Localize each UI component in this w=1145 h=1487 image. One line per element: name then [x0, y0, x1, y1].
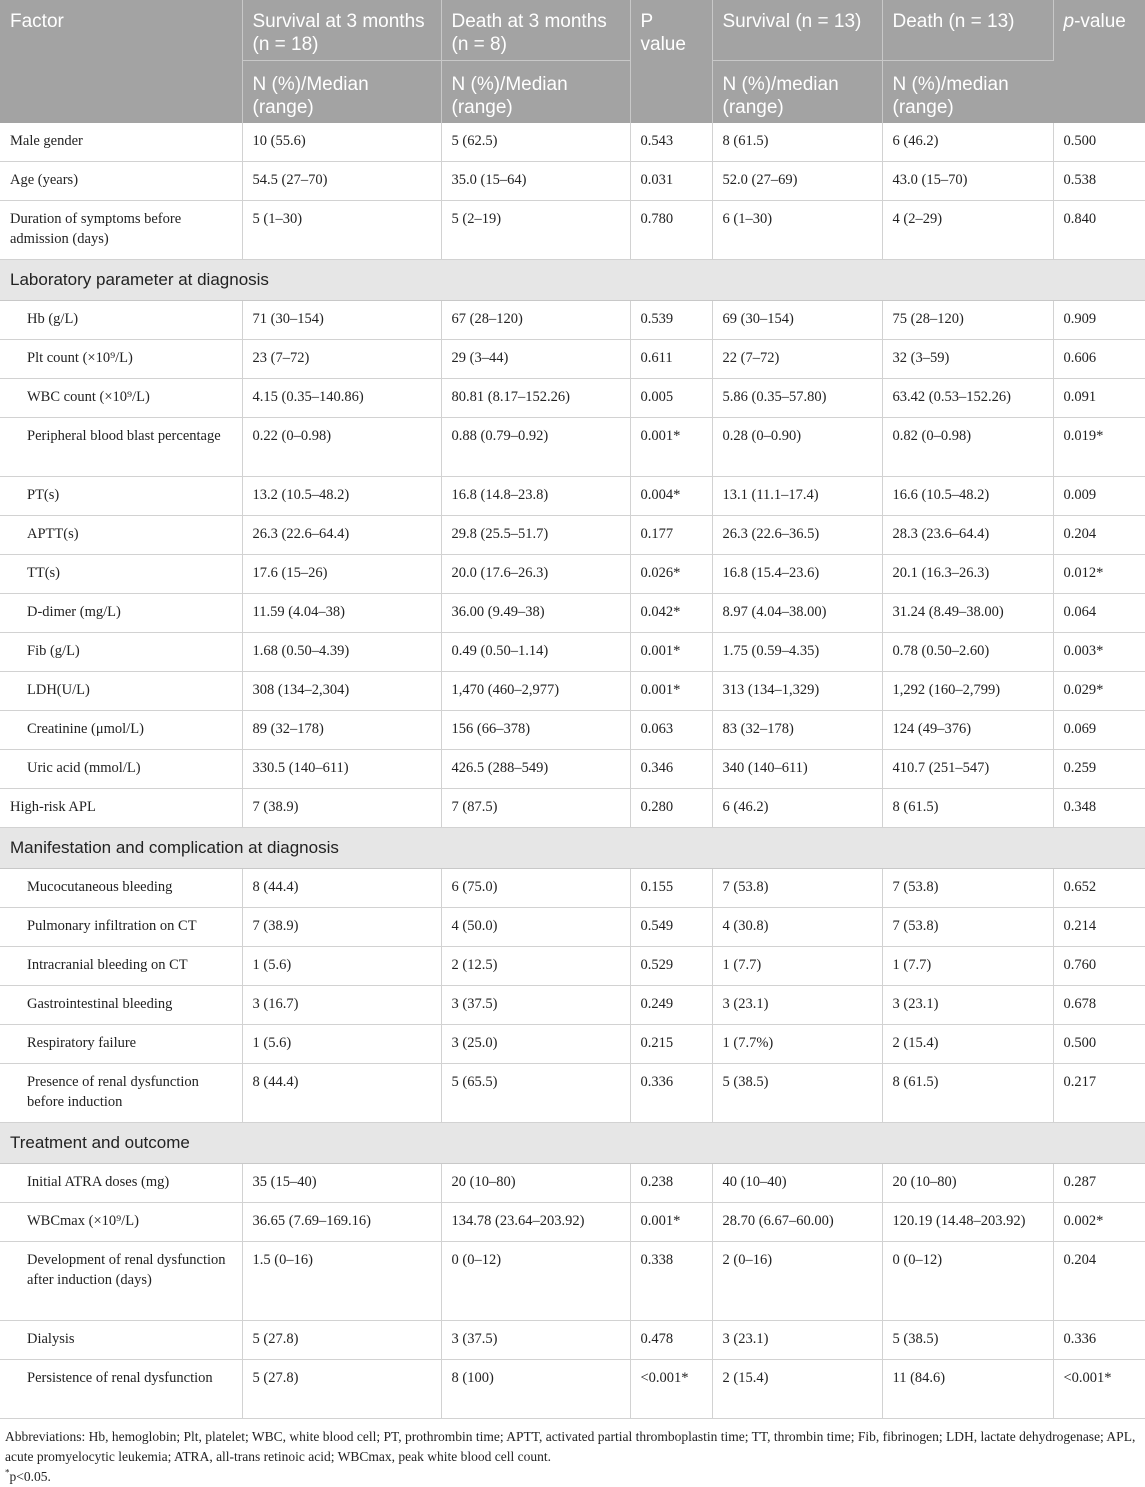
cell-survival: 22 (7–72) — [712, 340, 882, 379]
cell-factor: Presence of renal dysfunction before induction — [0, 1064, 242, 1123]
cell-p-value-2: 0.500 — [1053, 123, 1145, 162]
cell-death-3m: 156 (66–378) — [441, 711, 630, 750]
cell-death-3m: 29 (3–44) — [441, 340, 630, 379]
cell-p-value-2: 0.204 — [1053, 516, 1145, 555]
significance-note: *p<0.05. — [5, 1467, 51, 1484]
cell-death-3m: 8 (100) — [441, 1360, 630, 1419]
cell-death-3m: 0.49 (0.50–1.14) — [441, 633, 630, 672]
cell-survival: 69 (30–154) — [712, 301, 882, 340]
subheader-survival: N (%)/median (range) — [712, 61, 882, 124]
cell-death: 4 (2–29) — [882, 201, 1053, 260]
cell-death: 31.24 (8.49–38.00) — [882, 594, 1053, 633]
table-row — [0, 986, 1145, 1025]
table-row — [0, 869, 1145, 908]
cell-factor: APTT(s) — [0, 516, 242, 555]
cell-death-3m: 20.0 (17.6–26.3) — [441, 555, 630, 594]
cell-factor: LDH(U/L) — [0, 672, 242, 711]
cell-survival: 5 (38.5) — [712, 1064, 882, 1123]
table-footnote — [0, 1419, 1145, 1487]
cell-death: 43.0 (15–70) — [882, 162, 1053, 201]
cell-factor: Initial ATRA doses (mg) — [0, 1164, 242, 1203]
cell-survival-3m: 7 (38.9) — [242, 908, 441, 947]
cell-p-value-1: 0.001* — [630, 418, 712, 477]
section-header-row — [0, 260, 1145, 301]
header-p-value-2: p-value — [1053, 0, 1145, 123]
cell-survival: 313 (134–1,329) — [712, 672, 882, 711]
cell-p-value-2: 0.069 — [1053, 711, 1145, 750]
cell-survival-3m: 5 (1–30) — [242, 201, 441, 260]
cell-death-3m: 5 (2–19) — [441, 201, 630, 260]
cell-survival: 8.97 (4.04–38.00) — [712, 594, 882, 633]
section-header-row — [0, 1123, 1145, 1164]
cell-p-value-1: 0.549 — [630, 908, 712, 947]
cell-death-3m: 35.0 (15–64) — [441, 162, 630, 201]
table-row — [0, 1203, 1145, 1242]
cell-survival: 8 (61.5) — [712, 123, 882, 162]
cell-p-value-2: 0.204 — [1053, 1242, 1145, 1321]
cell-p-value-1: 0.155 — [630, 869, 712, 908]
cell-survival-3m: 89 (32–178) — [242, 711, 441, 750]
cell-factor: Fib (g/L) — [0, 633, 242, 672]
cell-death: 1,292 (160–2,799) — [882, 672, 1053, 711]
cell-survival-3m: 1 (5.6) — [242, 947, 441, 986]
cell-death: 20 (10–80) — [882, 1164, 1053, 1203]
cell-p-value-1: 0.001* — [630, 1203, 712, 1242]
cell-p-value-1: 0.529 — [630, 947, 712, 986]
cell-p-value-1: 0.346 — [630, 750, 712, 789]
cell-factor: Dialysis — [0, 1321, 242, 1360]
cell-factor: Duration of symptoms before admission (days) — [0, 201, 242, 260]
cell-p-value-1: 0.478 — [630, 1321, 712, 1360]
cell-p-value-1: 0.611 — [630, 340, 712, 379]
cell-p-value-2: 0.019* — [1053, 418, 1145, 477]
cell-survival-3m: 23 (7–72) — [242, 340, 441, 379]
cell-survival: 6 (46.2) — [712, 789, 882, 828]
cell-factor: Development of renal dysfunction after induction (days) — [0, 1242, 242, 1321]
cell-survival: 5.86 (0.35–57.80) — [712, 379, 882, 418]
cell-factor: Uric acid (mmol/L) — [0, 750, 242, 789]
cell-survival: 0.28 (0–0.90) — [712, 418, 882, 477]
header-survival-3m: Survival at 3 months (n = 18) — [242, 0, 441, 61]
cell-p-value-1: 0.280 — [630, 789, 712, 828]
cell-p-value-2: 0.003* — [1053, 633, 1145, 672]
cell-survival-3m: 35 (15–40) — [242, 1164, 441, 1203]
cell-p-value-1: 0.031 — [630, 162, 712, 201]
cell-factor: PT(s) — [0, 477, 242, 516]
cell-p-value-2: 0.678 — [1053, 986, 1145, 1025]
cell-factor: Persistence of renal dysfunction — [0, 1360, 242, 1419]
header-row — [0, 0, 1145, 61]
cell-survival: 1 (7.7) — [712, 947, 882, 986]
cell-p-value-2: <0.001* — [1053, 1360, 1145, 1419]
table-row — [0, 1360, 1145, 1419]
table-row — [0, 1064, 1145, 1123]
cell-factor: WBCmax (×10⁹/L) — [0, 1203, 242, 1242]
header-p-value-1: P value — [630, 0, 712, 123]
cell-death-3m: 3 (25.0) — [441, 1025, 630, 1064]
table-row — [0, 162, 1145, 201]
subheader-death-3m: N (%)/Median (range) — [441, 61, 630, 124]
cell-survival-3m: 1 (5.6) — [242, 1025, 441, 1064]
cell-death: 16.6 (10.5–48.2) — [882, 477, 1053, 516]
cell-death-3m: 1,470 (460–2,977) — [441, 672, 630, 711]
cell-survival: 340 (140–611) — [712, 750, 882, 789]
cell-factor: D-dimer (mg/L) — [0, 594, 242, 633]
cell-factor: Pulmonary infiltration on CT — [0, 908, 242, 947]
header-death-3m: Death at 3 months (n = 8) — [441, 0, 630, 61]
cell-death: 410.7 (251–547) — [882, 750, 1053, 789]
cell-p-value-2: 0.259 — [1053, 750, 1145, 789]
cell-death-3m: 7 (87.5) — [441, 789, 630, 828]
section-title: Laboratory parameter at diagnosis — [0, 260, 1145, 301]
subheader-survival-3m: N (%)/Median (range) — [242, 61, 441, 124]
cell-death: 120.19 (14.48–203.92) — [882, 1203, 1053, 1242]
cell-p-value-2: 0.348 — [1053, 789, 1145, 828]
cell-death-3m: 5 (62.5) — [441, 123, 630, 162]
table-row — [0, 789, 1145, 828]
cell-survival-3m: 5 (27.8) — [242, 1360, 441, 1419]
cell-p-value-1: 0.338 — [630, 1242, 712, 1321]
cell-p-value-2: 0.012* — [1053, 555, 1145, 594]
cell-p-value-1: 0.543 — [630, 123, 712, 162]
cell-factor: Respiratory failure — [0, 1025, 242, 1064]
cell-death: 7 (53.8) — [882, 869, 1053, 908]
cell-p-value-1: 0.215 — [630, 1025, 712, 1064]
cell-death: 6 (46.2) — [882, 123, 1053, 162]
cell-survival-3m: 8 (44.4) — [242, 1064, 441, 1123]
cell-death: 3 (23.1) — [882, 986, 1053, 1025]
cell-death-3m: 3 (37.5) — [441, 986, 630, 1025]
cell-survival: 7 (53.8) — [712, 869, 882, 908]
cell-survival: 3 (23.1) — [712, 986, 882, 1025]
cell-death: 0 (0–12) — [882, 1242, 1053, 1321]
cell-p-value-2: 0.500 — [1053, 1025, 1145, 1064]
cell-death: 2 (15.4) — [882, 1025, 1053, 1064]
table-row — [0, 947, 1145, 986]
cell-p-value-2: 0.217 — [1053, 1064, 1145, 1123]
cell-factor: Creatinine (μmol/L) — [0, 711, 242, 750]
table-row — [0, 1242, 1145, 1321]
cell-p-value-2: 0.009 — [1053, 477, 1145, 516]
table-body — [0, 123, 1145, 1419]
cell-death-3m: 4 (50.0) — [441, 908, 630, 947]
cell-p-value-1: 0.042* — [630, 594, 712, 633]
cell-survival: 2 (0–16) — [712, 1242, 882, 1321]
cell-death: 0.82 (0–0.98) — [882, 418, 1053, 477]
table-row — [0, 1025, 1145, 1064]
cell-p-value-2: 0.091 — [1053, 379, 1145, 418]
cell-death-3m: 5 (65.5) — [441, 1064, 630, 1123]
cell-factor: Age (years) — [0, 162, 242, 201]
cell-death: 32 (3–59) — [882, 340, 1053, 379]
cell-survival: 52.0 (27–69) — [712, 162, 882, 201]
table-row — [0, 594, 1145, 633]
cell-factor: TT(s) — [0, 555, 242, 594]
cell-death: 20.1 (16.3–26.3) — [882, 555, 1053, 594]
cell-survival-3m: 330.5 (140–611) — [242, 750, 441, 789]
cell-survival-3m: 1.68 (0.50–4.39) — [242, 633, 441, 672]
cell-death: 5 (38.5) — [882, 1321, 1053, 1360]
cell-survival-3m: 4.15 (0.35–140.86) — [242, 379, 441, 418]
cell-death-3m: 29.8 (25.5–51.7) — [441, 516, 630, 555]
cell-survival: 28.70 (6.67–60.00) — [712, 1203, 882, 1242]
cell-factor: Peripheral blood blast percentage — [0, 418, 242, 477]
table-row — [0, 672, 1145, 711]
table-row — [0, 340, 1145, 379]
cell-p-value-1: 0.063 — [630, 711, 712, 750]
cell-death-3m: 0.88 (0.79–0.92) — [441, 418, 630, 477]
section-header-row — [0, 828, 1145, 869]
section-title: Manifestation and complication at diagnosis — [0, 828, 1145, 869]
cell-death: 8 (61.5) — [882, 1064, 1053, 1123]
cell-p-value-2: 0.652 — [1053, 869, 1145, 908]
table-row — [0, 418, 1145, 477]
cell-p-value-2: 0.760 — [1053, 947, 1145, 986]
cell-p-value-1: 0.004* — [630, 477, 712, 516]
cell-death-3m: 426.5 (288–549) — [441, 750, 630, 789]
cell-survival: 2 (15.4) — [712, 1360, 882, 1419]
cell-p-value-2: 0.840 — [1053, 201, 1145, 260]
cell-p-value-1: 0.249 — [630, 986, 712, 1025]
cell-survival-3m: 10 (55.6) — [242, 123, 441, 162]
cell-p-value-1: 0.539 — [630, 301, 712, 340]
cell-p-value-2: 0.214 — [1053, 908, 1145, 947]
cell-death: 1 (7.7) — [882, 947, 1053, 986]
table-row — [0, 123, 1145, 162]
cell-death-3m: 0 (0–12) — [441, 1242, 630, 1321]
cell-survival: 26.3 (22.6–36.5) — [712, 516, 882, 555]
cell-death-3m: 36.00 (9.49–38) — [441, 594, 630, 633]
cell-survival: 1 (7.7%) — [712, 1025, 882, 1064]
cell-death-3m: 20 (10–80) — [441, 1164, 630, 1203]
cell-p-value-1: 0.780 — [630, 201, 712, 260]
cell-factor: WBC count (×10⁹/L) — [0, 379, 242, 418]
table-row — [0, 477, 1145, 516]
header-factor: Factor — [0, 0, 242, 123]
cell-survival-3m: 1.5 (0–16) — [242, 1242, 441, 1321]
cell-death-3m: 134.78 (23.64–203.92) — [441, 1203, 630, 1242]
table-row — [0, 711, 1145, 750]
table-row — [0, 1321, 1145, 1360]
cell-survival-3m: 36.65 (7.69–169.16) — [242, 1203, 441, 1242]
table-row — [0, 555, 1145, 594]
cell-death-3m: 16.8 (14.8–23.8) — [441, 477, 630, 516]
cell-survival-3m: 3 (16.7) — [242, 986, 441, 1025]
table-row — [0, 1164, 1145, 1203]
cell-survival-3m: 54.5 (27–70) — [242, 162, 441, 201]
cell-death: 0.78 (0.50–2.60) — [882, 633, 1053, 672]
cell-survival: 3 (23.1) — [712, 1321, 882, 1360]
cell-survival: 16.8 (15.4–23.6) — [712, 555, 882, 594]
cell-death-3m: 6 (75.0) — [441, 869, 630, 908]
cell-death: 7 (53.8) — [882, 908, 1053, 947]
cell-survival-3m: 308 (134–2,304) — [242, 672, 441, 711]
cell-death: 63.42 (0.53–152.26) — [882, 379, 1053, 418]
cell-p-value-1: 0.005 — [630, 379, 712, 418]
cell-factor: Male gender — [0, 123, 242, 162]
table-row — [0, 379, 1145, 418]
table-row — [0, 516, 1145, 555]
cell-survival: 83 (32–178) — [712, 711, 882, 750]
cell-p-value-1: 0.177 — [630, 516, 712, 555]
cell-death-3m: 80.81 (8.17–152.26) — [441, 379, 630, 418]
cell-factor: Gastrointestinal bleeding — [0, 986, 242, 1025]
cell-survival: 4 (30.8) — [712, 908, 882, 947]
table-row — [0, 201, 1145, 260]
cell-death: 124 (49–376) — [882, 711, 1053, 750]
cell-death-3m: 67 (28–120) — [441, 301, 630, 340]
cell-death: 11 (84.6) — [882, 1360, 1053, 1419]
cell-survival: 6 (1–30) — [712, 201, 882, 260]
table-row — [0, 750, 1145, 789]
cell-p-value-2: 0.029* — [1053, 672, 1145, 711]
cell-factor: Mucocutaneous bleeding — [0, 869, 242, 908]
cell-survival-3m: 7 (38.9) — [242, 789, 441, 828]
cell-p-value-2: 0.287 — [1053, 1164, 1145, 1203]
cell-p-value-1: 0.001* — [630, 672, 712, 711]
cell-p-value-2: 0.336 — [1053, 1321, 1145, 1360]
cell-death: 8 (61.5) — [882, 789, 1053, 828]
cell-survival: 40 (10–40) — [712, 1164, 882, 1203]
cell-p-value-1: 0.001* — [630, 633, 712, 672]
cell-p-value-2: 0.538 — [1053, 162, 1145, 201]
cell-death-3m: 3 (37.5) — [441, 1321, 630, 1360]
cell-factor: High-risk APL — [0, 789, 242, 828]
cell-survival: 1.75 (0.59–4.35) — [712, 633, 882, 672]
table-row — [0, 908, 1145, 947]
cell-p-value-2: 0.002* — [1053, 1203, 1145, 1242]
cell-p-value-1: 0.336 — [630, 1064, 712, 1123]
cell-death-3m: 2 (12.5) — [441, 947, 630, 986]
cell-p-value-1: <0.001* — [630, 1360, 712, 1419]
header-death: Death (n = 13) — [882, 0, 1053, 61]
cell-factor: Hb (g/L) — [0, 301, 242, 340]
cell-p-value-2: 0.606 — [1053, 340, 1145, 379]
table-row — [0, 301, 1145, 340]
header-survival: Survival (n = 13) — [712, 0, 882, 61]
cell-death: 28.3 (23.6–64.4) — [882, 516, 1053, 555]
cell-survival-3m: 71 (30–154) — [242, 301, 441, 340]
cell-survival: 13.1 (11.1–17.4) — [712, 477, 882, 516]
cell-factor: Plt count (×10⁹/L) — [0, 340, 242, 379]
cell-p-value-1: 0.238 — [630, 1164, 712, 1203]
cell-p-value-2: 0.909 — [1053, 301, 1145, 340]
table-row — [0, 633, 1145, 672]
abbreviations-note: Abbreviations: Hb, hemoglobin; Plt, platelet; WBC, white blood cell; PT, prothrombin time; APTT, activated partial thromboplastin time; TT, thrombin time; Fib, fibrinogen; LDH, lactate dehydrogenase; APL, acute promyelocytic leukemia; ATRA, all-trans retinoic acid; WBCmax, peak white blood cell count. — [5, 1429, 1136, 1464]
cell-factor: Intracranial bleeding on CT — [0, 947, 242, 986]
section-title: Treatment and outcome — [0, 1123, 1145, 1164]
cell-p-value-2: 0.064 — [1053, 594, 1145, 633]
cell-survival-3m: 17.6 (15–26) — [242, 555, 441, 594]
cell-survival-3m: 8 (44.4) — [242, 869, 441, 908]
cell-survival-3m: 13.2 (10.5–48.2) — [242, 477, 441, 516]
cell-survival-3m: 26.3 (22.6–64.4) — [242, 516, 441, 555]
cell-survival-3m: 5 (27.8) — [242, 1321, 441, 1360]
subheader-death: N (%)/median (range) — [882, 61, 1053, 124]
cell-death: 75 (28–120) — [882, 301, 1053, 340]
cell-survival-3m: 11.59 (4.04–38) — [242, 594, 441, 633]
cell-p-value-1: 0.026* — [630, 555, 712, 594]
cell-survival-3m: 0.22 (0–0.98) — [242, 418, 441, 477]
